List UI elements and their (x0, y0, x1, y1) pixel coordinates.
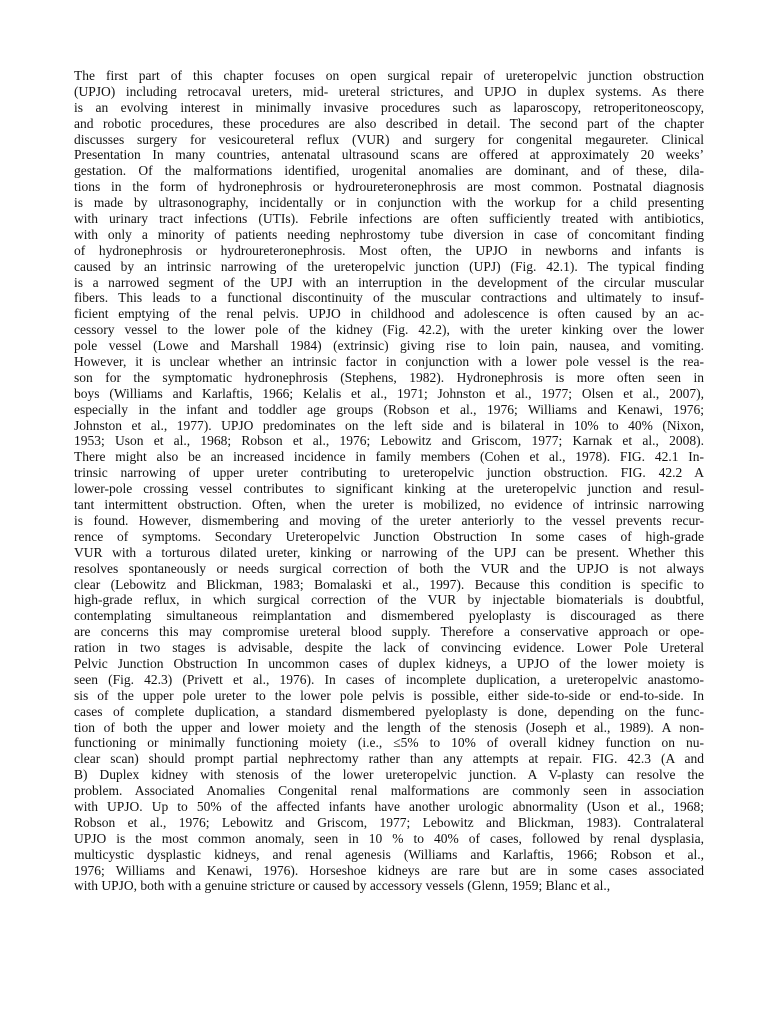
text-line: with UPJO, both with a genuine stricture or caused by accessory vessels (Glenn, 1959; Blanc et al., (74, 878, 611, 894)
text-line: Pelvic Junction Obstruction In uncommon cases of duplex kidneys, a UPJO of the lower moiety is (74, 655, 704, 671)
text-line: The first part of this chapter focuses on open surgical repair of ureteropelvic junction obstruction (74, 68, 704, 83)
text-line: tion of both the upper and lower moiety and the length of the stenosis (Joseph et al., 1989). A non- (74, 719, 704, 735)
body-text (74, 68, 704, 894)
text-line: tant intermittent obstruction. Often, when the ureter is mobilized, no evidence of intrinsic narrowing (74, 497, 704, 513)
text-line: Presentation In many countries, antenatal ultrasound scans are offered at approximately 20 weeks’ (74, 147, 704, 163)
text-line: problem. Associated Anomalies Congenital renal malformations are commonly seen in association (74, 783, 704, 799)
text-line: is a narrowed segment of the UPJ with an interruption in the development of the circular muscular (74, 274, 704, 290)
text-line: of hydronephrosis or hydroureteronephrosis. Most often, the UPJO in newborns and infants is (74, 242, 704, 258)
text-line: high-grade reflux, in which surgical correction of the VUR by injectable biomaterials is doubtful, (74, 592, 704, 608)
text-line: There might also be an increased incidence in family members (Cohen et al., 1978). FIG. 42.1 In- (74, 449, 704, 465)
text-line: seen (Fig. 42.3) (Privett et al., 1976). In cases of incomplete duplication, a ureteropelvic anastomo- (74, 671, 704, 687)
text-line: ficient emptying of the renal pelvis. UPJO in childhood and adolescence is often caused by an ac- (74, 306, 704, 322)
text-line: is made by ultrasonography, incidentally or in conjunction with the workup for a child presenting (74, 195, 704, 211)
text-line: B) Duplex kidney with stenosis of the lower ureteropelvic junction. A V-plasty can resolve the (74, 767, 704, 783)
text-line: are concerns this may compromise ureteral blood supply. Therefore a conservative approach or ope- (74, 624, 704, 640)
text-line: VUR with a torturous dilated ureter, kinking or narrowing of the UPJ can be present. Whether this (74, 544, 704, 560)
text-line: ration in two stages is advisable, despite the lack of convincing evidence. Lower Pole Ureteral (74, 640, 704, 656)
text-line: contemplating simultaneous reimplantation and dismembered pyeloplasty is discouraged as there (74, 608, 704, 624)
text-line: with UPJO. Up to 50% of the affected infants have another urologic abnormality (Uson et al., 1968; (74, 798, 704, 814)
text-line: gestation. Of the malformations identified, urogenital anomalies are dominant, and of these, dila- (74, 163, 704, 179)
text-line: UPJO is the most common anomaly, seen in 10 % to 40% of cases, followed by renal dysplasia, (74, 830, 704, 846)
text-line: Robson et al., 1976; Lebowitz and Griscom, 1977; Lebowitz and Blickman, 1983). Contralateral (74, 814, 704, 830)
text-line: boys (Williams and Karlaftis, 1966; Kelalis et al., 1971; Johnston et al., 1977; Olsen et al., 2007), (74, 385, 704, 401)
text-line: son for the symptomatic hydronephrosis (Stephens, 1982). Hydronephrosis is more often seen in (74, 369, 704, 385)
text-line: with only a minority of patients needing nephrostomy tube diversion in case of concomitant finding (74, 226, 704, 242)
text-line: with urinary tract infections (UTIs). Febrile infections are often sufficiently treated with antibiotics, (74, 211, 704, 227)
text-line: 1953; Uson et al., 1968; Robson et al., 1976; Lebowitz and Griscom, 1977; Karnak et al., 2008). (74, 433, 704, 449)
text-line: especially in the infant and toddler age groups (Robson et al., 1976; Williams and Kenawi, 1976; (74, 401, 704, 417)
text-line: Johnston et al., 1977). UPJO predominates on the left side and is bilateral in 10% to 40% (Nixon, (74, 417, 704, 433)
text-line: is found. However, dismembering and moving of the ureter anteriorly to the vessel prevents recur- (74, 512, 704, 528)
text-line: multicystic dysplastic kidneys, and renal agenesis (Williams and Karlaftis, 1966; Robson et al., (74, 846, 704, 862)
text-line: is an evolving interest in minimally invasive procedures such as laparoscopy, retroperitoneoscopy, (74, 99, 704, 115)
text-line: resolves spontaneously or needs surgical correction of both the VUR and the UPJO is not always (74, 560, 704, 576)
text-line: tions in the form of hydronephrosis or hydroureteronephrosis are most common. Postnatal diagnosis (74, 179, 704, 195)
text-line: rence of symptoms. Secondary Ureteropelvic Junction Obstruction In some cases of high-grade (74, 528, 704, 544)
text-line: clear (Lebowitz and Blickman, 1983; Bomalaski et al., 1997). Because this condition is specific to (74, 576, 704, 592)
text-line: fibers. This leads to a functional discontinuity of the muscular contractions and ultimately to insuf- (74, 290, 704, 306)
text-line: cessory vessel to the lower pole of the kidney (Fig. 42.2), with the ureter kinking over the lower (74, 322, 704, 338)
text-line: sis of the upper pole ureter to the lower pole pelvis is possible, either side-to-side or end-to-side. In (74, 687, 704, 703)
text-line: and robotic procedures, these procedures are also described in detail. The second part of the chapter (74, 115, 704, 131)
text-line: discusses surgery for vesicoureteral reflux (VUR) and surgery for congenital megaureter. Clinical (74, 131, 704, 147)
text-line: (UPJO) including retrocaval ureters, mid- ureteral strictures, and UPJO in duplex systems. As there (74, 83, 704, 99)
text-line: caused by an intrinsic narrowing of the ureteropelvic junction (UPJ) (Fig. 42.1). The typical finding (74, 258, 704, 274)
text-line: lower-pole crossing vessel contributes to significant kinking at the ureteropelvic junction and resul- (74, 481, 704, 497)
text-line: clear scan) should prompt partial nephrectomy rather than any attempts at repair. FIG. 42.3 (A and (74, 751, 704, 767)
text-line: functioning or minimally functioning moiety (i.e., ≤5% to 10% of overall kidney function on nu- (74, 735, 704, 751)
text-line: trinsic narrowing of upper ureter contributing to ureteropelvic junction obstruction. FIG. 42.2 A (74, 465, 704, 481)
text-line: cases of complete duplication, a standard dismembered pyeloplasty is done, depending on the func- (74, 703, 704, 719)
text-line: However, it is unclear whether an intrinsic factor in conjunction with a lower pole vessel is the rea- (74, 354, 704, 370)
text-line: pole vessel (Lowe and Marshall 1984) (extrinsic) giving rise to loin pain, nausea, and vomiting. (74, 338, 704, 354)
text-line: 1976; Williams and Kenawi, 1976). Horseshoe kidneys are rare but are in some cases associated (74, 862, 704, 878)
